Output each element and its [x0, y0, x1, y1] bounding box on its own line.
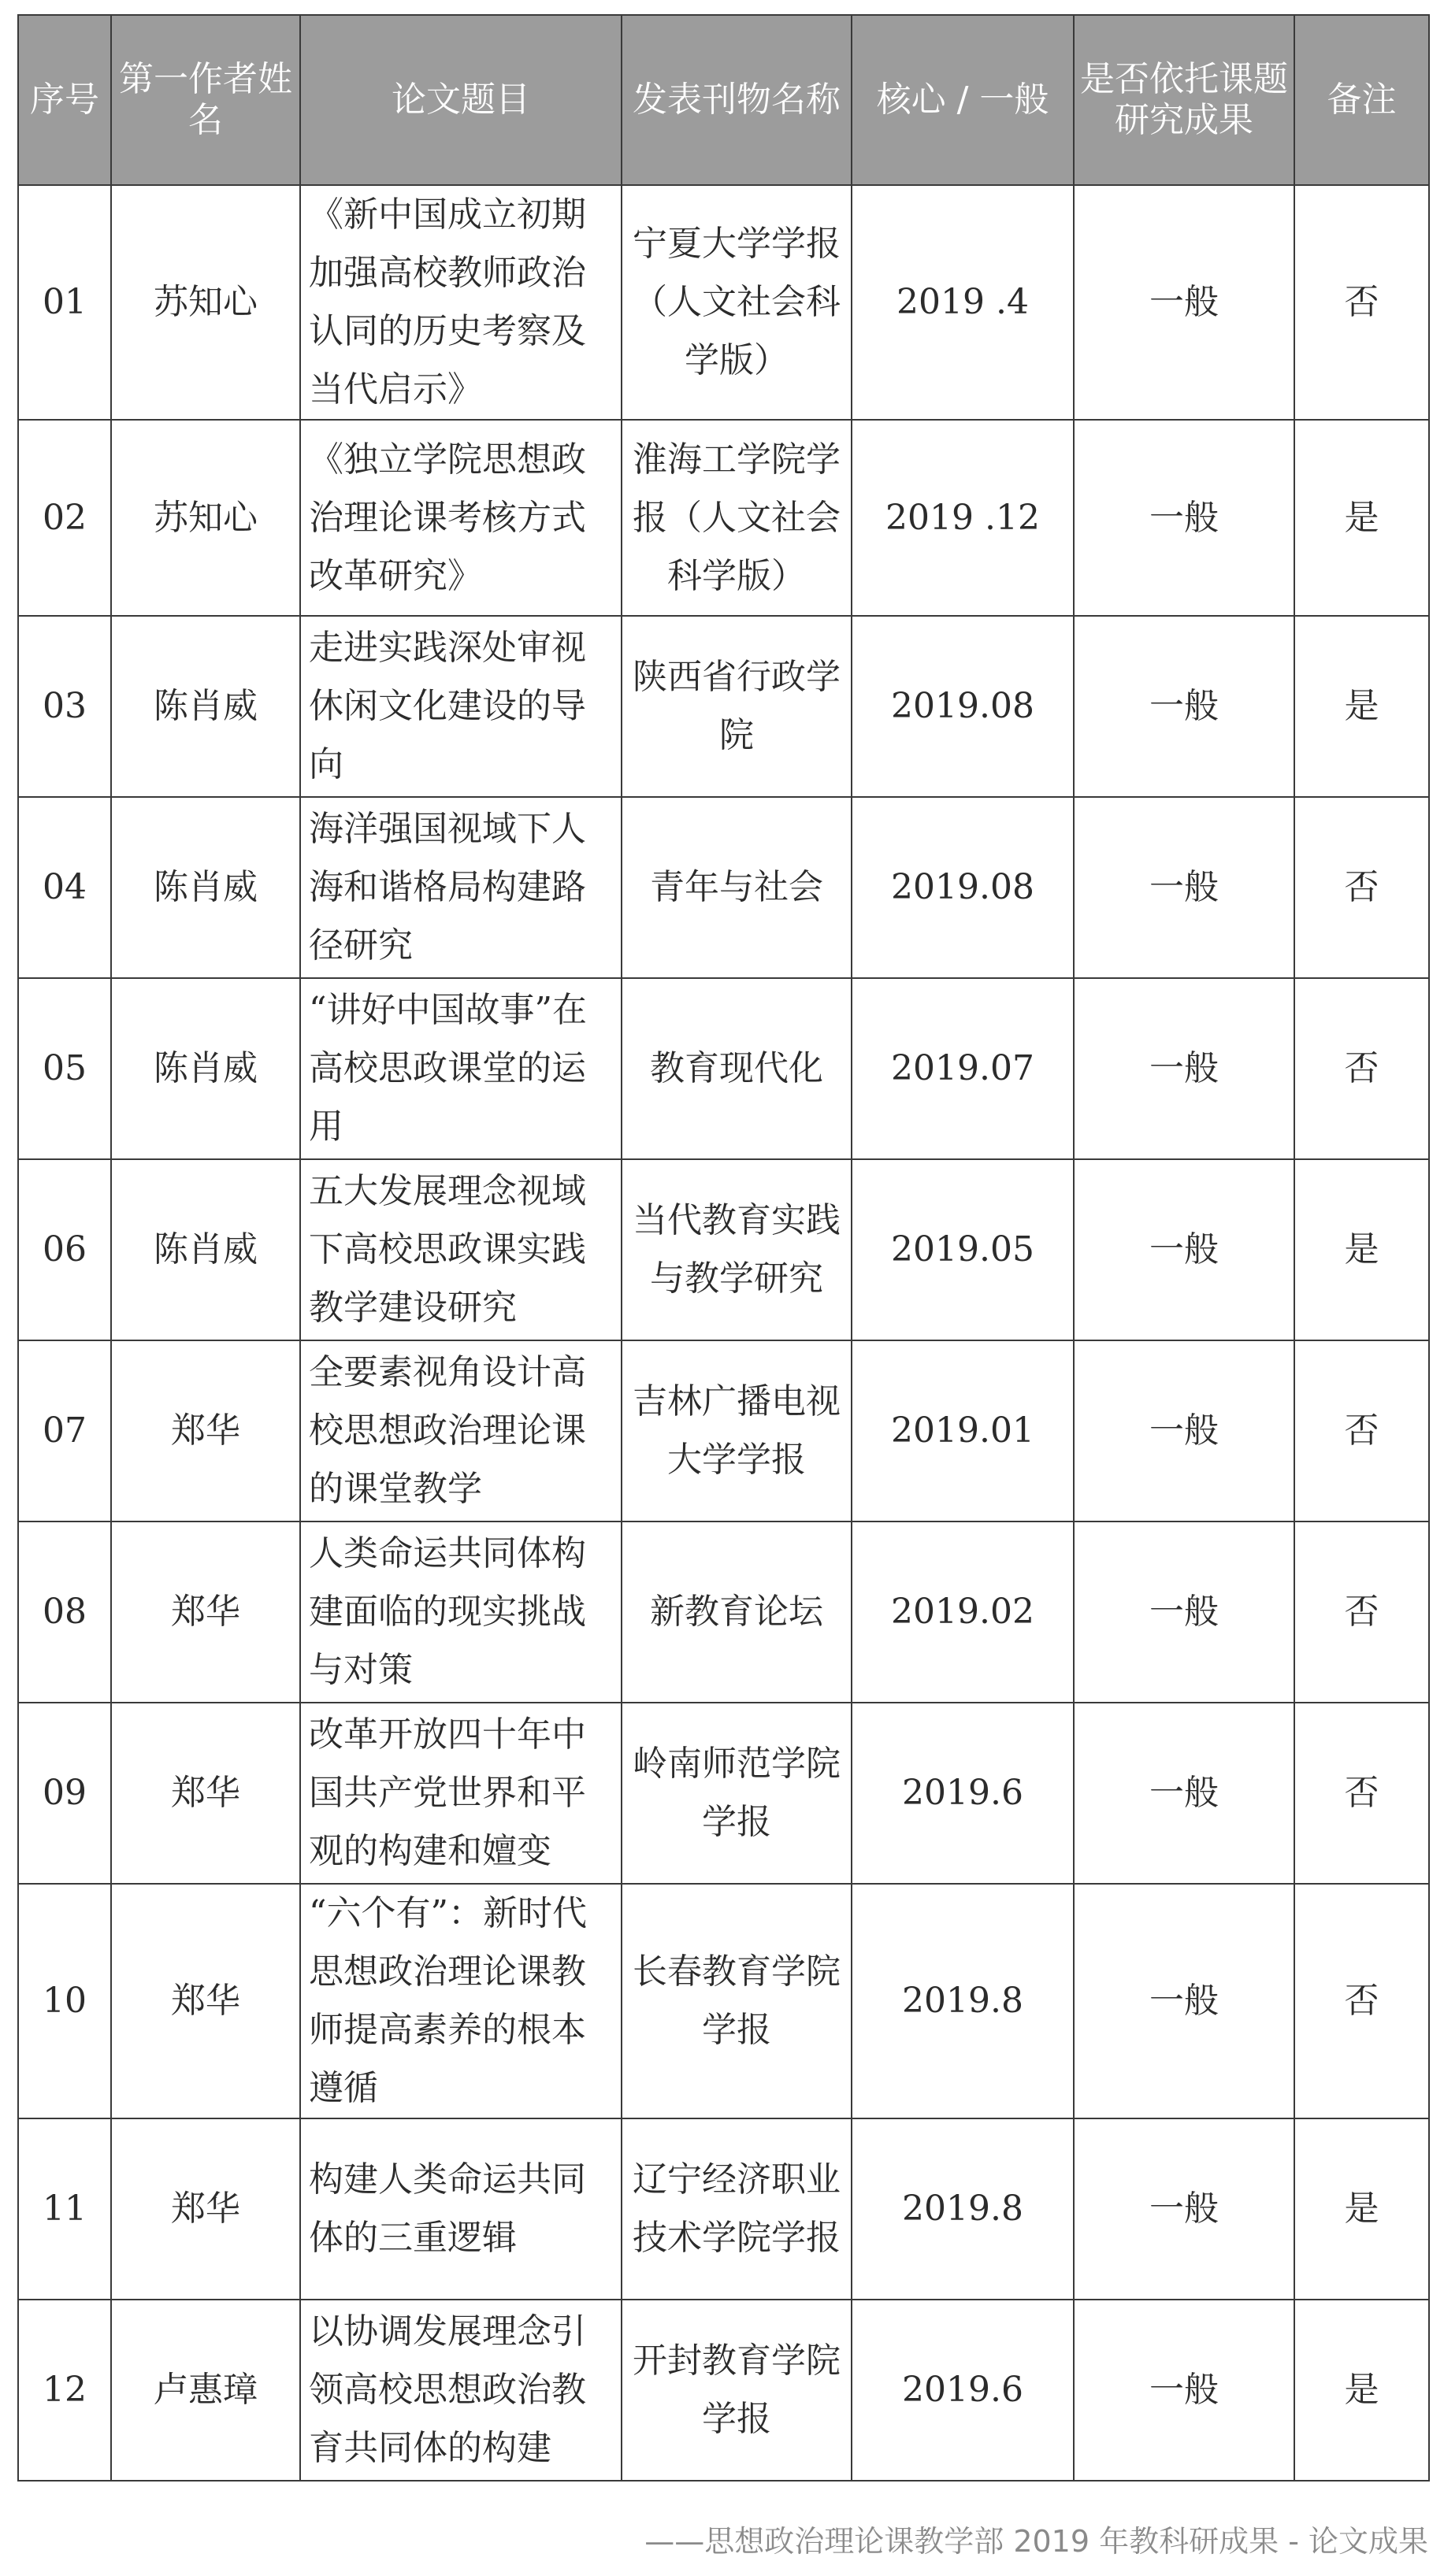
- cell-author: 郑华: [111, 1884, 300, 2118]
- cell-journal: 淮海工学院学报（人文社会科学版）: [622, 420, 852, 616]
- cell-title: “讲好中国故事”在高校思政课堂的运用: [300, 978, 622, 1159]
- cell-project: 否: [1294, 1340, 1429, 1522]
- cell-journal: 新教育论坛: [622, 1522, 852, 1703]
- cell-seq: 03: [18, 616, 111, 797]
- cell-project: 是: [1294, 1159, 1429, 1340]
- cell-date: 2019.8: [852, 2118, 1074, 2300]
- cell-author: 郑华: [111, 1703, 300, 1884]
- cell-title: 《独立学院思想政治理论课考核方式改革研究》: [300, 420, 622, 616]
- cell-title: 改革开放四十年中国共产党世界和平观的构建和嬗变: [300, 1703, 622, 1884]
- cell-title: 构建人类命运共同体的三重逻辑: [300, 2118, 622, 2300]
- table-row: [18, 797, 1429, 978]
- cell-project: 否: [1294, 1703, 1429, 1884]
- cell-project: 否: [1294, 978, 1429, 1159]
- cell-project: 否: [1294, 1522, 1429, 1703]
- cell-seq: 07: [18, 1340, 111, 1522]
- cell-author: 陈肖威: [111, 616, 300, 797]
- cell-journal: 教育现代化: [622, 978, 852, 1159]
- header-journal: 发表刊物名称: [622, 15, 852, 185]
- cell-date: 2019.08: [852, 616, 1074, 797]
- cell-date: 2019.6: [852, 1703, 1074, 1884]
- cell-journal: 青年与社会: [622, 797, 852, 978]
- cell-date: 2019 .4: [852, 185, 1074, 420]
- cell-seq: 05: [18, 978, 111, 1159]
- cell-project: 是: [1294, 420, 1429, 616]
- table-row: [18, 1703, 1429, 1884]
- cell-journal: 吉林广播电视大学学报: [622, 1340, 852, 1522]
- cell-seq: 08: [18, 1522, 111, 1703]
- cell-seq: 09: [18, 1703, 111, 1884]
- cell-level: 一般: [1074, 185, 1294, 420]
- cell-date: 2019.6: [852, 2300, 1074, 2481]
- table-row: [18, 2300, 1429, 2481]
- cell-journal: 当代教育实践与教学研究: [622, 1159, 852, 1340]
- table-row: [18, 1159, 1429, 1340]
- cell-title: 海洋强国视域下人海和谐格局构建路径研究: [300, 797, 622, 978]
- cell-project: 否: [1294, 797, 1429, 978]
- table-row: [18, 1340, 1429, 1522]
- header-seq: 序号: [18, 15, 111, 185]
- table-header-row: [18, 15, 1429, 185]
- header-project: 是否依托课题研究成果: [1074, 15, 1294, 185]
- cell-seq: 12: [18, 2300, 111, 2481]
- cell-level: 一般: [1074, 1522, 1294, 1703]
- cell-project: 是: [1294, 616, 1429, 797]
- cell-level: 一般: [1074, 1884, 1294, 2118]
- page-footer-caption: ——思想政治理论课教学部 2019 年教科研成果 - 论文成果: [644, 2524, 1428, 2559]
- cell-level: 一般: [1074, 1340, 1294, 1522]
- cell-level: 一般: [1074, 2300, 1294, 2481]
- cell-seq: 10: [18, 1884, 111, 2118]
- cell-date: 2019.07: [852, 978, 1074, 1159]
- papers-table-container: [17, 14, 1428, 2481]
- cell-seq: 02: [18, 420, 111, 616]
- cell-journal: 辽宁经济职业技术学院学报: [622, 2118, 852, 2300]
- cell-project: 是: [1294, 2300, 1429, 2481]
- cell-title: 以协调发展理念引领高校思想政治教育共同体的构建: [300, 2300, 622, 2481]
- cell-seq: 06: [18, 1159, 111, 1340]
- cell-level: 一般: [1074, 1159, 1294, 1340]
- table-row: [18, 616, 1429, 797]
- table-row: [18, 1522, 1429, 1703]
- cell-level: 一般: [1074, 797, 1294, 978]
- header-title: 论文题目: [300, 15, 622, 185]
- cell-seq: 01: [18, 185, 111, 420]
- cell-journal: 岭南师范学院学报: [622, 1703, 852, 1884]
- cell-title: 走进实践深处审视休闲文化建设的导向: [300, 616, 622, 797]
- cell-date: 2019 .12: [852, 420, 1074, 616]
- cell-seq: 11: [18, 2118, 111, 2300]
- header-author: 第一作者姓名: [111, 15, 300, 185]
- table-row: [18, 978, 1429, 1159]
- cell-date: 2019.01: [852, 1340, 1074, 1522]
- cell-author: 郑华: [111, 1340, 300, 1522]
- cell-level: 一般: [1074, 420, 1294, 616]
- cell-date: 2019.05: [852, 1159, 1074, 1340]
- cell-author: 郑华: [111, 1522, 300, 1703]
- header-level: 核心 / 一般: [852, 15, 1074, 185]
- cell-level: 一般: [1074, 2118, 1294, 2300]
- papers-table: [17, 14, 1430, 2481]
- cell-author: 卢惠璋: [111, 2300, 300, 2481]
- cell-author: 苏知心: [111, 420, 300, 616]
- cell-title: “六个有”：新时代思想政治理论课教师提高素养的根本遵循: [300, 1884, 622, 2118]
- cell-journal: 陕西省行政学院: [622, 616, 852, 797]
- cell-journal: 宁夏大学学报（人文社会科学版）: [622, 185, 852, 420]
- cell-date: 2019.02: [852, 1522, 1074, 1703]
- table-row: [18, 2118, 1429, 2300]
- cell-project: 否: [1294, 1884, 1429, 2118]
- cell-date: 2019.8: [852, 1884, 1074, 2118]
- cell-level: 一般: [1074, 1703, 1294, 1884]
- cell-title: 五大发展理念视域下高校思政课实践教学建设研究: [300, 1159, 622, 1340]
- cell-project: 否: [1294, 185, 1429, 420]
- cell-title: 《新中国成立初期加强高校教师政治认同的历史考察及当代启示》: [300, 185, 622, 420]
- cell-author: 陈肖威: [111, 1159, 300, 1340]
- header-note: 备注: [1294, 15, 1429, 185]
- table-row: [18, 1884, 1429, 2118]
- cell-date: 2019.08: [852, 797, 1074, 978]
- table-row: [18, 185, 1429, 420]
- cell-author: 陈肖威: [111, 978, 300, 1159]
- cell-author: 陈肖威: [111, 797, 300, 978]
- cell-level: 一般: [1074, 616, 1294, 797]
- cell-author: 郑华: [111, 2118, 300, 2300]
- cell-level: 一般: [1074, 978, 1294, 1159]
- cell-author: 苏知心: [111, 185, 300, 420]
- cell-journal: 开封教育学院学报: [622, 2300, 852, 2481]
- cell-journal: 长春教育学院学报: [622, 1884, 852, 2118]
- cell-title: 全要素视角设计高校思想政治理论课的课堂教学: [300, 1340, 622, 1522]
- cell-project: 是: [1294, 2118, 1429, 2300]
- cell-title: 人类命运共同体构建面临的现实挑战与对策: [300, 1522, 622, 1703]
- cell-seq: 04: [18, 797, 111, 978]
- table-row: [18, 420, 1429, 616]
